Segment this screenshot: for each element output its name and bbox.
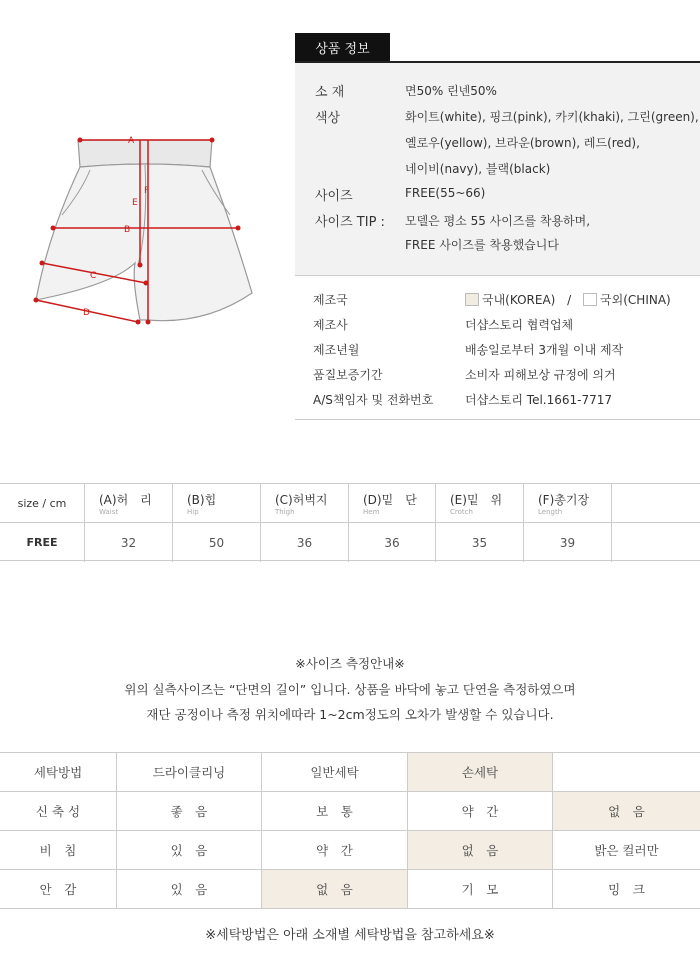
care-label-wash: 세탁방법 — [0, 753, 117, 792]
size-table-header-row — [0, 484, 700, 523]
stretch-none: 없 음 — [553, 792, 700, 831]
origin-info-panel — [295, 275, 700, 420]
size-label: 사이즈 — [315, 189, 353, 204]
care-label-sheer: 비 침 — [0, 831, 117, 870]
care-dry-cleaning: 드라이클리닝 — [117, 753, 262, 792]
warranty-label: 품질보증기간 — [313, 368, 383, 382]
size-note-line1: 위의 실측사이즈는 “단면의 길이” 입니다. 상품을 바닥에 놓고 단연을 측정하였으며 — [124, 682, 576, 697]
as-value: 더샵스토리 Tel.1661-7717 — [465, 393, 613, 407]
shorts-waistband — [78, 140, 212, 167]
label-c: C — [90, 271, 97, 281]
label-a: A — [128, 136, 135, 146]
col-thigh: (C)허벅지 Thigh — [261, 484, 349, 523]
as-label: A/S책임자 및 전화번호 — [313, 393, 434, 407]
label-e: E — [132, 198, 138, 208]
care-empty — [553, 753, 700, 792]
country-foreign: 국외(CHINA) — [600, 293, 671, 307]
care-normal-wash: 일반세탁 — [262, 753, 408, 792]
country-label: 제조국 — [313, 293, 348, 307]
size-table — [0, 483, 700, 561]
maker-value: 더샵스토리 협력업체 — [465, 318, 574, 332]
label-d: D — [83, 308, 90, 318]
material-label: 소 재 — [315, 85, 345, 100]
lining-fleece: 기 모 — [408, 870, 553, 909]
value-hem: 36 — [349, 523, 436, 562]
country-domestic: 국내(KOREA) — [482, 293, 556, 307]
row-label: FREE — [0, 523, 85, 562]
material-value: 면50% 린넨50% — [405, 84, 497, 98]
value-waist: 32 — [85, 523, 173, 562]
size-table-row-free — [0, 523, 700, 562]
size-note-title: ※사이즈 측정안내※ — [295, 656, 405, 671]
value-length: 39 — [524, 523, 612, 562]
domestic-checkbox — [465, 293, 479, 306]
color-value-line2: 옐로우(yellow), 브라운(brown), 레드(red), — [405, 136, 640, 150]
lining-mink: 밍 크 — [553, 870, 700, 909]
size-tip-label: 사이즈 TIP : — [315, 215, 385, 230]
date-label: 제조년월 — [313, 343, 360, 357]
care-label-lining: 안 감 — [0, 870, 117, 909]
lining-yes: 있 음 — [117, 870, 262, 909]
color-value-line1: 화이트(white), 핑크(pink), 카키(khaki), 그린(green), — [405, 110, 699, 124]
label-b: B — [124, 225, 131, 235]
country-value — [465, 291, 671, 308]
care-label-stretch: 신 축 성 — [0, 792, 117, 831]
country-separator: / — [567, 293, 572, 307]
color-value-line3: 네이비(navy), 블랙(black) — [405, 162, 551, 176]
stretch-good: 좋 음 — [117, 792, 262, 831]
color-label: 색상 — [315, 111, 341, 126]
sheer-yes: 있 음 — [117, 831, 262, 870]
value-thigh: 36 — [261, 523, 349, 562]
size-note-line2: 재단 공정이나 측정 위치에따라 1~2cm정도의 오차가 발생할 수 있습니다. — [146, 707, 554, 722]
value-crotch: 35 — [436, 523, 524, 562]
size-table-corner: size / cm — [0, 484, 85, 523]
product-info-panel — [295, 63, 700, 275]
col-length: (F)총기장 Length — [524, 484, 612, 523]
size-value: FREE(55~66) — [405, 186, 486, 200]
product-info-header: 상품 정보 — [295, 33, 390, 61]
label-f: F — [144, 186, 150, 196]
col-hip: (B)힙 Hip — [173, 484, 261, 523]
footer-note: ※세탁방법은 아래 소재별 세탁방법을 참고하세요※ — [205, 928, 495, 943]
value-hip: 50 — [173, 523, 261, 562]
col-hem: (D)밑 단 Hem — [349, 484, 436, 523]
col-waist: (A)허 리 Waist — [85, 484, 173, 523]
stretch-normal: 보 통 — [262, 792, 408, 831]
size-tip-line1: 모델은 평소 55 사이즈를 착용하며, — [405, 214, 591, 228]
care-hand-wash: 손세탁 — [408, 753, 553, 792]
shorts-measurement-diagram — [20, 125, 280, 340]
lining-none: 없 음 — [262, 870, 408, 909]
size-tip-line2: FREE 사이즈를 착용했습니다 — [405, 238, 559, 252]
sheer-bright-only: 밝은 컬러만 — [553, 831, 700, 870]
date-value: 배송일로부터 3개월 이내 제작 — [465, 343, 624, 357]
maker-label: 제조사 — [313, 318, 348, 332]
sheer-none: 없 음 — [408, 831, 553, 870]
sheer-slight: 약 간 — [262, 831, 408, 870]
warranty-value: 소비자 피해보상 규정에 의거 — [465, 368, 616, 382]
col-crotch: (E)밑 위 Crotch — [436, 484, 524, 523]
stretch-slight: 약 간 — [408, 792, 553, 831]
foreign-checkbox — [583, 293, 597, 306]
care-table — [0, 752, 700, 908]
